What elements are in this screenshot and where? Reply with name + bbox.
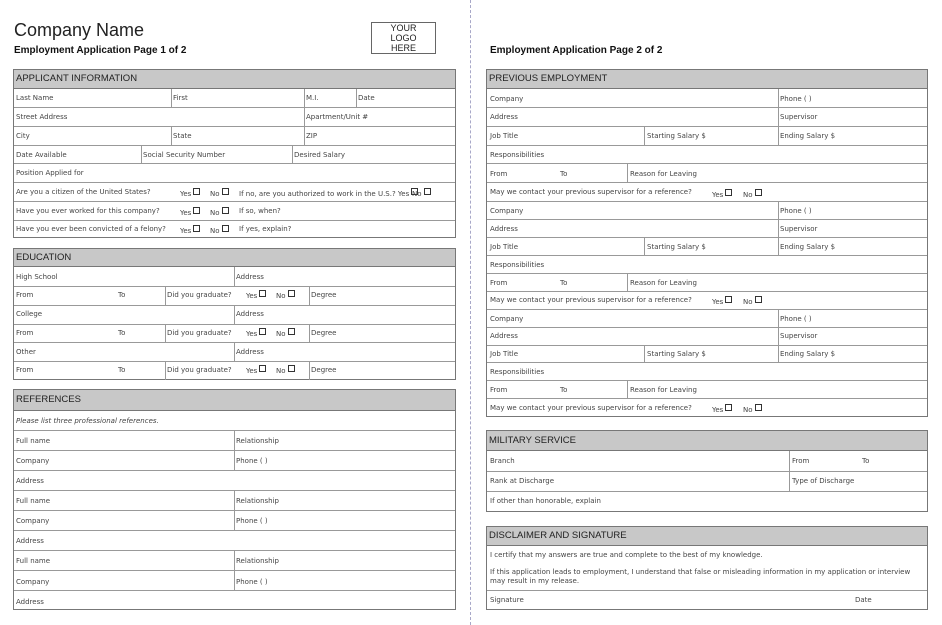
- education-section: [13, 248, 456, 380]
- ref2-address-field[interactable]: Address: [16, 537, 44, 545]
- emp2-reason-field[interactable]: Reason for Leaving: [630, 279, 697, 287]
- ref3-relationship-field[interactable]: Relationship: [236, 557, 279, 565]
- emp1-from-field[interactable]: From: [490, 170, 508, 178]
- checkbox-icon[interactable]: [288, 328, 295, 335]
- other-address-field[interactable]: Address: [236, 348, 264, 356]
- hs-degree-field[interactable]: Degree: [311, 291, 337, 299]
- hs-address-field[interactable]: Address: [236, 273, 264, 281]
- military-from-field[interactable]: From: [792, 457, 810, 465]
- signature-field[interactable]: Signature: [490, 596, 524, 604]
- checkbox-icon[interactable]: [259, 328, 266, 335]
- ref1-company-field[interactable]: Company: [16, 457, 50, 465]
- checkbox-icon[interactable]: [755, 296, 762, 303]
- checkbox-icon[interactable]: [424, 188, 431, 195]
- mi-field[interactable]: M.I.: [306, 94, 319, 102]
- hs-to-field[interactable]: To: [118, 291, 126, 299]
- first-name-field[interactable]: First: [173, 94, 188, 102]
- worked-question: Have you ever worked for this company?: [16, 207, 160, 215]
- emp3-job-title-field[interactable]: Job Title: [490, 350, 519, 358]
- section-title: DISCLAIMER AND SIGNATURE: [487, 527, 927, 546]
- page-divider: [470, 0, 471, 625]
- if-so-field[interactable]: If so, when?: [239, 207, 281, 215]
- checkbox-icon[interactable]: [193, 225, 200, 232]
- other-field[interactable]: Other: [16, 348, 36, 356]
- disclaimer-line-3: may result in my release.: [490, 577, 580, 585]
- emp2-supervisor-field[interactable]: Supervisor: [780, 225, 818, 233]
- emp3-reason-field[interactable]: Reason for Leaving: [630, 386, 697, 394]
- college-from-field[interactable]: From: [16, 329, 34, 337]
- other-from-field[interactable]: From: [16, 366, 34, 374]
- checkbox-icon[interactable]: [222, 188, 229, 195]
- section-title: EDUCATION: [14, 249, 455, 267]
- emp1-reason-field[interactable]: Reason for Leaving: [630, 170, 697, 178]
- street-address-field[interactable]: Street Address: [16, 113, 68, 121]
- checkbox-icon[interactable]: [725, 189, 732, 196]
- ref3-address-field[interactable]: Address: [16, 598, 44, 606]
- hs-graduate-label: Did you graduate?: [167, 291, 232, 299]
- emp2-contact-question: May we contact your previous supervisor for a reference?: [490, 296, 692, 304]
- previous-employment-section: [486, 69, 928, 417]
- emp3-responsibilities-field[interactable]: Responsibilities: [490, 368, 545, 376]
- section-title: APPLICANT INFORMATION: [14, 70, 455, 89]
- college-to-field[interactable]: To: [118, 329, 126, 337]
- emp3-company-field[interactable]: Company: [490, 315, 524, 323]
- page2-title: Employment Application Page 2 of 2: [490, 45, 663, 56]
- authorized-yes[interactable]: If no, are you authorized to work in the U.S.? Yes: [239, 188, 418, 199]
- hs-no[interactable]: No: [276, 290, 295, 301]
- emp1-contact-no[interactable]: No: [743, 189, 762, 200]
- citizen-yes[interactable]: Yes: [180, 188, 200, 199]
- state-field[interactable]: State: [173, 132, 192, 140]
- emp2-starting-salary-field[interactable]: Starting Salary $: [647, 243, 706, 251]
- other-than-honorable-field[interactable]: If other than honorable, explain: [490, 497, 601, 505]
- ref3-name-field[interactable]: Full name: [16, 557, 51, 565]
- citizen-no[interactable]: No: [210, 188, 229, 199]
- emp1-to-field[interactable]: To: [560, 170, 568, 178]
- emp2-contact-yes[interactable]: Yes: [712, 296, 732, 307]
- ref3-company-field[interactable]: Company: [16, 578, 50, 586]
- military-to-field[interactable]: To: [862, 457, 870, 465]
- emp1-phone-field[interactable]: Phone ( ): [780, 95, 812, 103]
- ref1-address-field[interactable]: Address: [16, 477, 44, 485]
- emp1-company-field[interactable]: Company: [490, 95, 524, 103]
- checkbox-icon[interactable]: [259, 290, 266, 297]
- branch-field[interactable]: Branch: [490, 457, 515, 465]
- section-title: REFERENCES: [14, 390, 455, 411]
- checkbox-icon[interactable]: [288, 290, 295, 297]
- disclaimer-line-1: I certify that my answers are true and complete to the best of my knowledge.: [490, 551, 763, 559]
- emp1-ending-salary-field[interactable]: Ending Salary $: [780, 132, 836, 140]
- logo-placeholder: [371, 22, 436, 54]
- emp1-job-title-field[interactable]: Job Title: [490, 132, 519, 140]
- emp1-contact-question: May we contact your previous supervisor for a reference?: [490, 188, 692, 196]
- emp1-contact-yes[interactable]: Yes: [712, 189, 732, 200]
- emp3-starting-salary-field[interactable]: Starting Salary $: [647, 350, 706, 358]
- emp2-responsibilities-field[interactable]: Responsibilities: [490, 261, 545, 269]
- worked-yes[interactable]: Yes: [180, 207, 200, 218]
- applicant-section: [13, 69, 456, 238]
- felony-question: Have you ever been convicted of a felony?: [16, 225, 166, 233]
- high-school-field[interactable]: High School: [16, 273, 58, 281]
- ref2-relationship-field[interactable]: Relationship: [236, 497, 279, 505]
- emp3-contact-question: May we contact your previous supervisor for a reference?: [490, 404, 692, 412]
- felony-yes[interactable]: Yes: [180, 225, 200, 236]
- city-field[interactable]: City: [16, 132, 30, 140]
- section-title: PREVIOUS EMPLOYMENT: [487, 70, 927, 89]
- emp1-supervisor-field[interactable]: Supervisor: [780, 113, 818, 121]
- emp2-ending-salary-field[interactable]: Ending Salary $: [780, 243, 836, 251]
- checkbox-icon[interactable]: [193, 188, 200, 195]
- page1-title: Employment Application Page 1 of 2: [14, 45, 187, 56]
- emp2-job-title-field[interactable]: Job Title: [490, 243, 519, 251]
- ref1-phone-field[interactable]: Phone ( ): [236, 457, 268, 465]
- position-field[interactable]: Position Applied for: [16, 169, 84, 177]
- if-yes-field[interactable]: If yes, explain?: [239, 225, 292, 233]
- disclaimer-section: [486, 526, 928, 610]
- emp1-starting-salary-field[interactable]: Starting Salary $: [647, 132, 706, 140]
- citizen-question: Are you a citizen of the United States?: [16, 188, 151, 196]
- checkbox-icon[interactable]: [755, 189, 762, 196]
- last-name-field[interactable]: Last Name: [16, 94, 54, 102]
- college-degree-field[interactable]: Degree: [311, 329, 337, 337]
- section-title: MILITARY SERVICE: [487, 431, 927, 451]
- zip-field[interactable]: ZIP: [306, 132, 318, 140]
- checkbox-icon[interactable]: [259, 365, 266, 372]
- emp3-ending-salary-field[interactable]: Ending Salary $: [780, 350, 836, 358]
- emp3-to-field[interactable]: To: [560, 386, 568, 394]
- emp2-to-field[interactable]: To: [560, 279, 568, 287]
- emp2-contact-no[interactable]: No: [743, 296, 762, 307]
- disclaimer-line-2: If this application leads to employment, I understand that false or misleading information in my application or interview: [490, 568, 911, 576]
- apartment-field[interactable]: Apartment/Unit #: [306, 113, 369, 121]
- desired-salary-field[interactable]: Desired Salary: [294, 151, 345, 159]
- other-graduate-label: Did you graduate?: [167, 366, 232, 374]
- ref1-relationship-field[interactable]: Relationship: [236, 437, 279, 445]
- emp3-supervisor-field[interactable]: Supervisor: [780, 332, 818, 340]
- college-field[interactable]: College: [16, 310, 43, 318]
- emp2-from-field[interactable]: From: [490, 279, 508, 287]
- authorized-no[interactable]: No: [412, 188, 431, 199]
- ref1-name-field[interactable]: Full name: [16, 437, 51, 445]
- ref2-company-field[interactable]: Company: [16, 517, 50, 525]
- checkbox-icon[interactable]: [222, 225, 229, 232]
- emp3-address-field[interactable]: Address: [490, 332, 518, 340]
- discharge-type-field[interactable]: Type of Discharge: [792, 477, 855, 485]
- felony-no[interactable]: No: [210, 225, 229, 236]
- references-section: [13, 389, 456, 610]
- college-graduate-label: Did you graduate?: [167, 329, 232, 337]
- signature-date-field[interactable]: Date: [855, 596, 872, 604]
- other-to-field[interactable]: To: [118, 366, 126, 374]
- emp2-address-field[interactable]: Address: [490, 225, 518, 233]
- college-yes[interactable]: Yes: [246, 328, 266, 339]
- other-degree-field[interactable]: Degree: [311, 366, 337, 374]
- worked-no[interactable]: No: [210, 207, 229, 218]
- checkbox-icon[interactable]: [725, 296, 732, 303]
- emp3-contact-yes[interactable]: Yes: [712, 404, 732, 415]
- emp3-contact-no[interactable]: No: [743, 404, 762, 415]
- college-address-field[interactable]: Address: [236, 310, 264, 318]
- other-no[interactable]: No: [276, 365, 295, 376]
- ssn-field[interactable]: Social Security Number: [143, 151, 226, 159]
- other-yes[interactable]: Yes: [246, 365, 266, 376]
- ref2-phone-field[interactable]: Phone ( ): [236, 517, 268, 525]
- hs-from-field[interactable]: From: [16, 291, 34, 299]
- logo-text: YOUR LOGO HERE: [390, 23, 417, 53]
- references-note: Please list three professional references.: [16, 417, 159, 425]
- ref3-phone-field[interactable]: Phone ( ): [236, 578, 268, 586]
- checkbox-icon[interactable]: [288, 365, 295, 372]
- military-section: [486, 430, 928, 512]
- company-name: Company Name: [14, 20, 145, 40]
- emp1-responsibilities-field[interactable]: Responsibilities: [490, 151, 545, 159]
- date-available-field[interactable]: Date Available: [16, 151, 67, 159]
- checkbox-icon[interactable]: [222, 207, 229, 214]
- hs-yes[interactable]: Yes: [246, 290, 266, 301]
- checkbox-icon[interactable]: [755, 404, 762, 411]
- ref2-name-field[interactable]: Full name: [16, 497, 51, 505]
- college-no[interactable]: No: [276, 328, 295, 339]
- emp2-company-field[interactable]: Company: [490, 207, 524, 215]
- rank-field[interactable]: Rank at Discharge: [490, 477, 555, 485]
- checkbox-icon[interactable]: [193, 207, 200, 214]
- date-field[interactable]: Date: [358, 94, 375, 102]
- emp3-phone-field[interactable]: Phone ( ): [780, 315, 812, 323]
- emp2-phone-field[interactable]: Phone ( ): [780, 207, 812, 215]
- checkbox-icon[interactable]: [725, 404, 732, 411]
- emp1-address-field[interactable]: Address: [490, 113, 518, 121]
- emp3-from-field[interactable]: From: [490, 386, 508, 394]
